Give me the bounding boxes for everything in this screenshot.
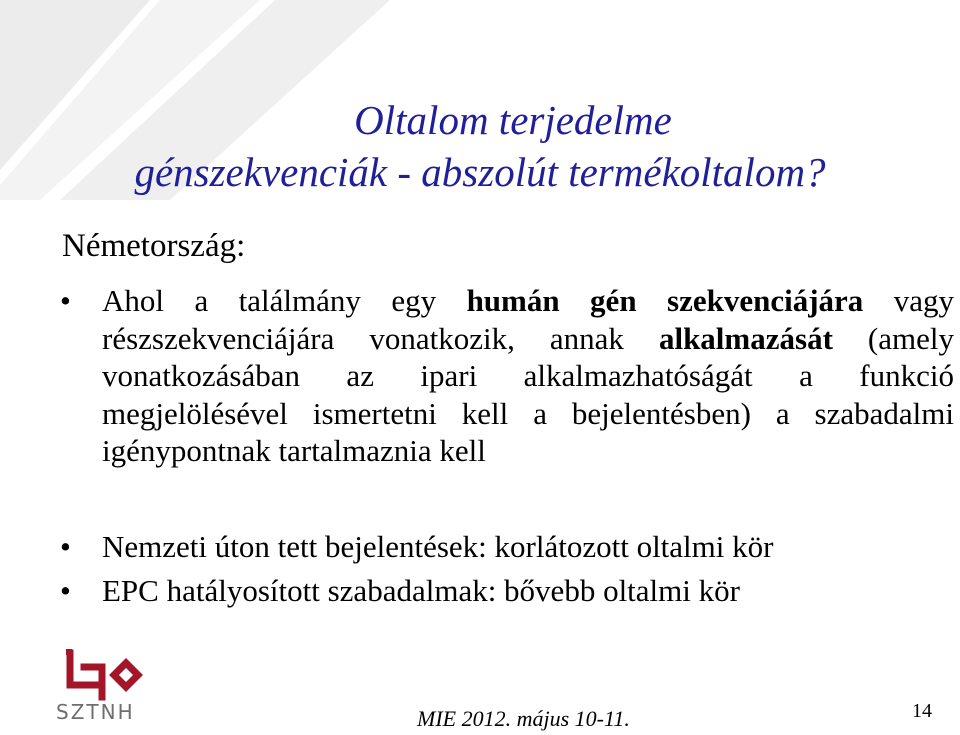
bullet-dot: • xyxy=(60,573,71,608)
bullet-text: (amely vonatkozásában az ipari alkalmazhatóságát a funkció megjelölésével ismertetni kell a bejelentésben) a szabadalmi igénypontnak tartalmaznia kell xyxy=(102,320,954,468)
bullet-dot: • xyxy=(60,528,71,564)
logo-text: SZTNH xyxy=(56,700,135,724)
slide-title-line-1: Oltalom terjedelme xyxy=(354,97,672,143)
bullet-text: Nemzeti úton tett bejelentések: korlátozott oltalmi kör xyxy=(102,528,774,564)
bullet-bold-text: humán gén szekvenciájára xyxy=(466,283,864,318)
bullet-text: EPC hatályosított szabadalmak: bővebb oltalmi kör xyxy=(102,573,740,608)
bullet-text: vagy részszekvenciájára vonatkozik, annak xyxy=(102,283,955,356)
footer-event: MIE 2012. május 10-11. xyxy=(417,706,630,731)
bullet-text: Ahol a találmány egy xyxy=(102,283,467,318)
bullet-bold-text: alkalmazását xyxy=(658,320,833,356)
bullet-item-epc xyxy=(56,572,954,610)
slide-title-line-2: génszekvenciák - abszolút termékoltalom? xyxy=(134,149,826,195)
bullet-item-national xyxy=(56,528,954,566)
bullet-item-german-rule xyxy=(56,282,954,470)
page-number: 14 xyxy=(912,700,932,722)
section-heading: Németország: xyxy=(62,228,246,264)
bullet-list xyxy=(56,282,954,610)
bullet-dot: • xyxy=(60,283,71,318)
